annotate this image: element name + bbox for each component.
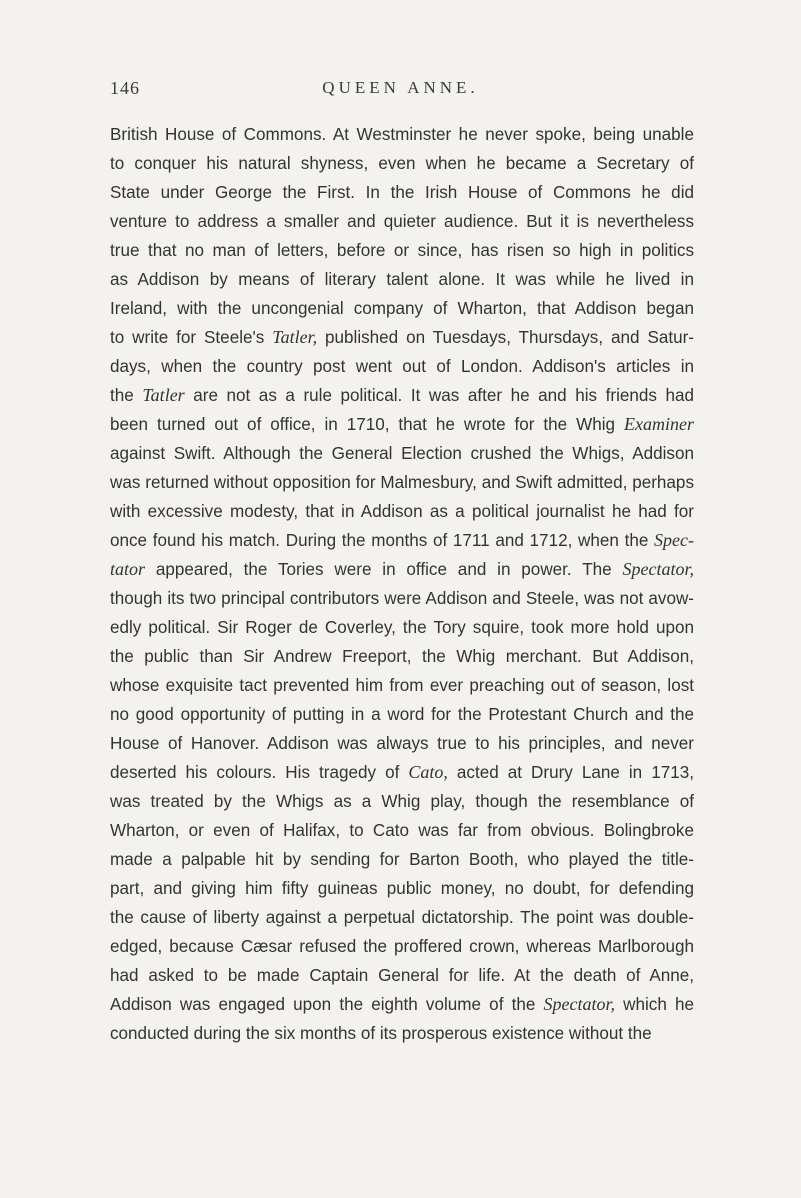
text-run: against Swift. Although the General Election crushed the Whigs, Addison: [110, 444, 694, 463]
text-line: [110, 439, 694, 468]
text-run: Wharton, or even of Halifax, to Cato was far from obvious. Bolingbroke: [110, 821, 694, 840]
text-run: appeared, the Tories were in office and in power. The: [145, 560, 623, 579]
italic-title: Spectator,: [622, 559, 694, 579]
italic-title: Spectator,: [543, 994, 615, 1014]
italic-title: Tatler: [142, 385, 185, 405]
text-line: [110, 729, 694, 758]
text-run: no good opportunity of putting in a word for the Protestant Church and the: [110, 705, 694, 724]
text-run: venture to address a smaller and quieter audience. But it is nevertheless: [110, 212, 694, 231]
text-line: [110, 497, 694, 526]
text-run: was treated by the Whigs as a Whig play, though the resemblance of: [110, 792, 694, 811]
text-run: are not as a rule political. It was after he and his friends had: [184, 386, 695, 405]
italic-title: Tatler,: [272, 327, 318, 347]
text-line: [110, 265, 694, 294]
text-run: to write for Steele's: [110, 328, 273, 347]
text-line: [110, 381, 694, 410]
text-line: [110, 468, 694, 497]
text-line: [110, 816, 694, 845]
running-head: [0, 78, 801, 108]
page-number: 146: [110, 78, 140, 98]
text-run: Ireland, with the uncongenial company of Wharton, that Addison began: [110, 299, 694, 318]
text-line: [110, 555, 694, 584]
text-line: [110, 932, 694, 961]
text-line: [110, 294, 694, 323]
text-run: whose exquisite tact prevented him from ever preaching out of season, lost: [110, 676, 694, 695]
text-line: [110, 236, 694, 265]
text-line: [110, 990, 694, 1019]
text-line: [110, 149, 694, 178]
text-run: the public than Sir Andrew Freeport, the Whig merchant. But Addison,: [110, 647, 694, 666]
text-line: [110, 874, 694, 903]
text-run: though its two principal contributors were Addison and Steele, was not avow-: [110, 589, 694, 608]
text-line: [110, 120, 694, 149]
text-run: Addison was engaged upon the eighth volume of the: [110, 995, 544, 1014]
text-line: [110, 526, 694, 555]
text-line: [110, 410, 694, 439]
text-run: published on Tuesdays, Thursdays, and Satur-: [317, 328, 694, 347]
body-text: [110, 120, 694, 1048]
italic-title: tator: [110, 559, 146, 579]
text-run: the: [110, 386, 143, 405]
text-run: House of Hanover. Addison was always true to his principles, and never: [110, 734, 694, 753]
text-run: British House of Commons. At Westminster he never spoke, being unable: [110, 125, 694, 144]
text-run: to conquer his natural shyness, even when he became a Secretary of: [110, 154, 694, 173]
text-line: [110, 584, 694, 613]
text-run: deserted his colours. His tragedy of: [110, 763, 409, 782]
italic-title: Examiner: [624, 414, 694, 434]
text-run: conducted during the six months of its prosperous existence without the: [110, 1024, 652, 1043]
italic-title: Spec-: [654, 530, 694, 550]
text-line: [110, 323, 694, 352]
running-title: QUEEN ANNE.: [322, 78, 479, 97]
text-run: part, and giving him fifty guineas public money, no doubt, for defending: [110, 879, 694, 898]
text-line: [110, 961, 694, 990]
text-run: made a palpable hit by sending for Barton Booth, who played the title-: [110, 850, 694, 869]
text-line: [110, 700, 694, 729]
text-line: [110, 207, 694, 236]
text-run: as Addison by means of literary talent alone. It was while he lived in: [110, 270, 694, 289]
text-run: true that no man of letters, before or since, has risen so high in politics: [110, 241, 694, 260]
text-run: was returned without opposition for Malmesbury, and Swift admitted, perhaps: [110, 473, 694, 492]
text-line: [110, 845, 694, 874]
text-line: [110, 787, 694, 816]
text-run: had asked to be made Captain General for life. At the death of Anne,: [110, 966, 694, 985]
text-run: been turned out of office, in 1710, that he wrote for the Whig: [110, 415, 625, 434]
text-line: [110, 642, 694, 671]
text-line: [110, 178, 694, 207]
text-run: acted at Drury Lane in 1713,: [447, 763, 694, 782]
text-run: edly political. Sir Roger de Coverley, the Tory squire, took more hold upon: [110, 618, 694, 637]
text-line: [110, 903, 694, 932]
text-line: [110, 613, 694, 642]
text-run: days, when the country post went out of London. Addison's articles in: [110, 357, 694, 376]
text-run: edged, because Cæsar refused the proffered crown, whereas Marlborough: [110, 937, 694, 956]
text-line: [110, 1019, 694, 1048]
text-run: once found his match. During the months of 1711 and 1712, when the: [110, 531, 655, 550]
italic-title: Cato,: [408, 762, 448, 782]
text-line: [110, 671, 694, 700]
text-run: which he: [615, 995, 695, 1014]
text-run: with excessive modesty, that in Addison as a political journalist he had for: [110, 502, 694, 521]
text-line: [110, 758, 694, 787]
text-line: [110, 352, 694, 381]
text-run: the cause of liberty against a perpetual dictatorship. The point was double-: [110, 908, 694, 927]
text-run: State under George the First. In the Irish House of Commons he did: [110, 183, 694, 202]
